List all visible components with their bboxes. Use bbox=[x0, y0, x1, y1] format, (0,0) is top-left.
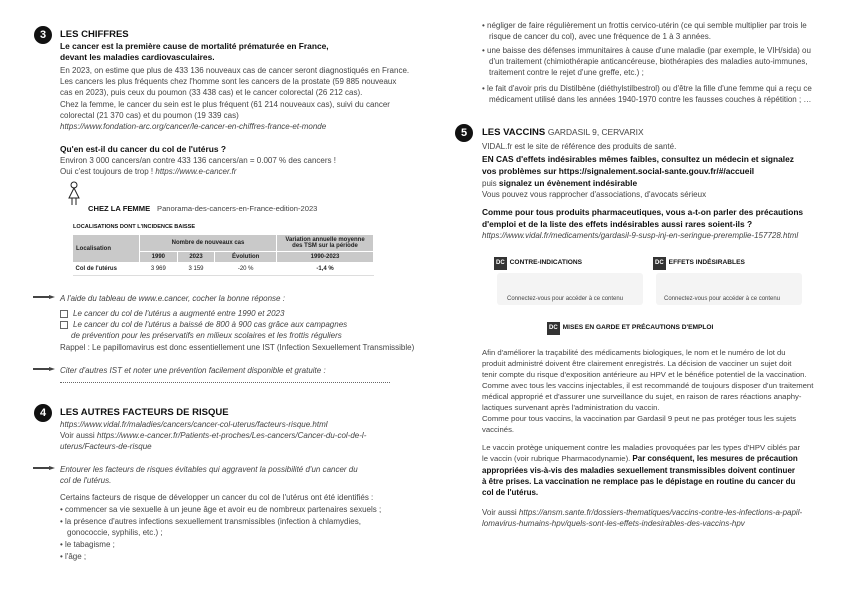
puis-label: puis bbox=[482, 179, 497, 188]
warnings-line: Afin d'améliorer la traçabilité des médicaments biologiques, le nom et le numéro de lot du bbox=[482, 348, 786, 357]
answer-line[interactable] bbox=[60, 382, 390, 383]
risk-item: • la présence d'autres infections sexuellement transmissibles (infection à chlamydies, bbox=[60, 517, 361, 526]
warnings-line: tenir compte du risque d'exposition antérieure au HPV et le bénéfice potentiel de la vaccination. bbox=[482, 370, 807, 379]
section-5-number: 5 bbox=[455, 124, 473, 142]
stats-line-2: Les cancers les plus fréquents chez l'homme sont les cancers de la prostate (59 885 nouveaux bbox=[60, 77, 397, 86]
risk-item-text: la présence d'autres infections sexuellement transmissibles (infection à chlamydies, bbox=[65, 517, 361, 526]
warnings-line: lactiques survenant après l'administration du vaccin. bbox=[482, 403, 660, 412]
exercise-1-instruction: A l'aide du tableau de www.e.cancer, cocher la bonne réponse : bbox=[60, 294, 285, 303]
e-cancer-risk-link[interactable]: https://www.e-cancer.fr/Patients-et-proches/Les-cancers/Cancer-du-col-de-l- bbox=[96, 431, 367, 440]
stats-line-1: En 2023, on estime que plus de 433 136 nouveaux cas de cancer seront diagnostiqués en France. bbox=[60, 66, 410, 75]
contre-indications-label: CONTRE-INDICATIONS bbox=[509, 259, 583, 266]
col-uterus-answer-2 bbox=[60, 167, 236, 178]
risk-item-text: négliger de faire régulièrement un frottis cervico-utérin (ce qui semble multiplier par trois le bbox=[487, 21, 807, 30]
exercise-3-instruction: Entourer les facteurs de risques évitables qui aggravent la possibilité d'un cancer du bbox=[60, 465, 358, 474]
see-also-ansm bbox=[482, 508, 802, 519]
warnings-line: produit administré doivent être clairement enregistrés. La décision de vacciner un sujet doit bbox=[482, 359, 792, 368]
precautions-question-2: d'emploi et de la liste des effets indésirables aussi rares soient-ils ? bbox=[482, 219, 753, 229]
risk-item-cont: d'un traitement (chimiothérapie anticancéreuse, biothérapies des maladies auto-immunes, bbox=[489, 57, 808, 66]
section-3-number: 3 bbox=[34, 26, 52, 44]
warnings-line: vaccinés. bbox=[482, 425, 515, 434]
option-2-checkbox[interactable] bbox=[60, 321, 68, 329]
risk-item: • négliger de faire régulièrement un frottis cervico-utérin (ce qui semble multiplier par trois le bbox=[482, 21, 807, 30]
e-cancer-risk-link-cont[interactable]: uterus/Facteurs-de-risque bbox=[60, 442, 152, 451]
risk-item-text: l'âge ; bbox=[65, 552, 87, 561]
risk-item: • le tabagisme ; bbox=[60, 540, 115, 549]
vidal-risk-link[interactable]: https://www.vidal.fr/maladies/cancers/cancer-col-uterus/facteurs-risque.html bbox=[60, 420, 328, 429]
stats-line-4: Chez la femme, le cancer du sein est le plus fréquent (61 214 nouveaux cas), suivi du cancer bbox=[60, 100, 390, 109]
ansm-link-cont[interactable]: lomavirus-humains-hpv/quels-sont-les-effets-indesirables-des-vaccins-hpv bbox=[482, 519, 745, 528]
section-4-title: LES AUTRES FACTEURS DE RISQUE bbox=[60, 407, 229, 418]
panorama-label: Panorama-des-cancers-en-France-edition-2023 bbox=[157, 204, 318, 213]
connect-prompt[interactable]: Connectez-vous pour accéder à ce contenu bbox=[664, 296, 781, 302]
warnings-line: Le vaccin protège uniquement contre les maladies provoquées par les types d'HPV ciblés par bbox=[482, 443, 801, 452]
risk-item-text: une baisse des défenses immunitaires à cause d'une maladie (par exemple, le VIH/sida) ou bbox=[487, 46, 811, 55]
section-3-subtitle-1: Le cancer est la première cause de mortalité prématurée en France, bbox=[60, 41, 329, 51]
option-1-checkbox[interactable] bbox=[60, 310, 68, 318]
section-5-title-products: GARDASIL 9, CERVARIX bbox=[547, 127, 644, 137]
warnings-line bbox=[482, 454, 798, 465]
cell-2023: 3 159 bbox=[177, 263, 215, 276]
warnings-bold-line: appropriées vis-à-vis des maladies sexuellement transmissibles doivent continuer bbox=[482, 466, 796, 475]
side-effects-warning-1: EN CAS d'effets indésirables mêmes faibles, consultez un médecin et signalez bbox=[482, 154, 794, 164]
section-3-subtitle-2: devant les maladies cardiovasculaires. bbox=[60, 52, 215, 62]
pencil-arrow-icon bbox=[33, 295, 55, 299]
warnings-bold-line: col de l'utérus. bbox=[482, 488, 539, 497]
warnings-bold: Par conséquent, les mesures de précaution bbox=[632, 454, 798, 463]
cell-1990: 3 969 bbox=[140, 263, 178, 276]
vidal-gardasil-link[interactable]: https://www.vidal.fr/medicaments/gardasil-9-susp-inj-en-seringue-preremplie-157728.html bbox=[482, 231, 799, 240]
risk-item: • commencer sa vie sexuelle à un jeune âge et avoir eu de nombreux partenaires sexuels ; bbox=[60, 505, 382, 514]
risk-item-cont: traitement contre le rejet d'une greffe, etc.) ; bbox=[489, 68, 644, 77]
col-uterus-answer-1: Environ 3 000 cancers/an contre 433 136 cancers/an = 0.007 % des cancers ! bbox=[60, 156, 336, 165]
risk-item: • une baisse des défenses immunitaires à cause d'une maladie (par exemple, le VIH/sida) ou bbox=[482, 46, 811, 55]
section-5-title bbox=[482, 127, 644, 138]
cell-evolution: -20 % bbox=[215, 263, 277, 276]
effets-indesirables-header[interactable] bbox=[653, 257, 745, 270]
dc-badge: DC bbox=[547, 322, 560, 335]
e-cancer-link[interactable]: https://www.e-cancer.fr bbox=[155, 167, 237, 176]
risk-item-text: commencer sa vie sexuelle à un jeune âge et avoir eu de nombreux partenaires sexuels ; bbox=[65, 505, 382, 514]
signal-event-label: signalez un évènement indésirable bbox=[498, 178, 638, 188]
stats-line-3: cas en 2023), puis ceux du poumon (33 438 cas) et le cancer colorectal (26 212 cas). bbox=[60, 88, 363, 97]
cell-variation: -1,4 % bbox=[277, 263, 374, 276]
col-uterus-answer-2-text: Oui c'est toujours de trop ! bbox=[60, 167, 154, 176]
connect-prompt[interactable]: Connectez-vous pour accéder à ce contenu bbox=[507, 296, 624, 302]
th-nb-cas: Nombre de nouveaux cas bbox=[140, 235, 277, 252]
effets-indesirables-label: EFFETS INDÉSIRABLES bbox=[668, 259, 745, 266]
fondation-arc-link[interactable]: https://www.fondation-arc.org/cancer/le-cancer-en-chiffres-france-et-monde bbox=[60, 122, 327, 131]
rappel-text: Rappel : Le papillomavirus est donc essentiellement une IST (Infection Sexuellement Transmissible) bbox=[60, 343, 415, 352]
contre-indications-header[interactable] bbox=[494, 257, 582, 270]
exercise-3-instruction-cont: col de l'utérus. bbox=[60, 476, 112, 485]
see-also-label: Voir aussi bbox=[60, 431, 95, 440]
warnings-bold-line: à être prises. La vaccination ne remplace pas le dépistage en routine du cancer du bbox=[482, 477, 796, 486]
risk-item: • le fait d'avoir pris du Distilbène (diéthylstilbestrol) ou d'être la fille d'une femme qui a reçu ce bbox=[482, 84, 812, 93]
pencil-arrow-icon bbox=[33, 466, 55, 470]
warnings-line: Comme pour tous vaccins, la vaccination par Gardasil 9 peut ne pas protéger tous les sujets bbox=[482, 414, 797, 423]
option-1 bbox=[60, 309, 284, 320]
table-row bbox=[73, 263, 374, 276]
pencil-arrow-icon bbox=[33, 367, 55, 371]
th-evolution: Évolution bbox=[215, 252, 277, 263]
section-4-number: 4 bbox=[34, 404, 52, 422]
th-1990-2023: 1990-2023 bbox=[277, 252, 374, 263]
risk-item-text: le tabagisme ; bbox=[65, 540, 115, 549]
dc-badge: DC bbox=[653, 257, 666, 270]
option-2-label: Le cancer du col de l'utérus a baissé de 800 à 900 cas grâce aux campagnes bbox=[73, 320, 348, 329]
col-uterus-question: Qu'en est-il du cancer du col de l'utérus ? bbox=[60, 144, 226, 154]
th-localisation: Localisation bbox=[73, 235, 140, 263]
stats-line-5: colorectal (21 370 cas) et du poumon (19 339 cas) bbox=[60, 111, 239, 120]
th-2023: 2023 bbox=[177, 252, 215, 263]
th-1990: 1990 bbox=[140, 252, 178, 263]
section-3-title: LES CHIFFRES bbox=[60, 29, 129, 40]
risk-intro: Certains facteurs de risque de développer un cancer du col de l'utérus ont été identifiés : bbox=[60, 493, 374, 502]
mises-en-garde-header[interactable] bbox=[547, 322, 713, 335]
female-icon bbox=[68, 181, 80, 207]
chez-la-femme-label: CHEZ LA FEMME bbox=[88, 204, 151, 213]
incidence-table bbox=[72, 234, 374, 276]
table-title: LOCALISATIONS DONT L'INCIDENCE BAISSE bbox=[73, 224, 196, 230]
side-effects-warning-2[interactable]: vos problèmes sur https://signalement.social-sante.gouv.fr/#/accueil bbox=[482, 166, 755, 176]
option-1-label: Le cancer du col de l'utérus a augmenté entre 1990 et 2023 bbox=[73, 309, 285, 318]
risk-item-cont: médicament utilisé dans les années 1940-1970 contre les fausses couches à répétition ; … bbox=[489, 95, 812, 104]
see-also-label: Voir aussi bbox=[482, 508, 517, 517]
option-2 bbox=[60, 320, 347, 331]
risk-item-cont: risque de cancer du col), avec une fréquence de 1 à 3 années. bbox=[489, 32, 711, 41]
ansm-link[interactable]: https://ansm.sante.fr/dossiers-thematiques/vaccins-contre-les-infections-a-papil- bbox=[518, 508, 803, 517]
exercise-2-instruction: Citer d'autres IST et noter une prévention facilement disponible et gratuite : bbox=[60, 366, 326, 375]
associations-line: Vous pouvez vous rapprocher d'associations, d'avocats sérieux bbox=[482, 190, 707, 199]
risk-item-text: le fait d'avoir pris du Distilbène (diéthylstilbestrol) ou d'être la fille d'une femme qui a reçu ce bbox=[487, 84, 812, 93]
th-variation: Variation annuelle moyenne des TSM sur la période bbox=[277, 235, 374, 252]
warnings-line: médical approprié et d'assurer une surveillance du sujet, en raison de rares réactions anaphy- bbox=[482, 392, 802, 401]
mises-en-garde-label: MISES EN GARDE ET PRÉCAUTIONS D'EMPLOI bbox=[562, 324, 714, 331]
precautions-question-1: Comme pour tous produits pharmaceutiques, vous a-t-on parler des précautions bbox=[482, 207, 804, 217]
risk-item: • l'âge ; bbox=[60, 552, 87, 561]
see-also-line bbox=[60, 431, 366, 442]
section-5-title-text: LES VACCINS bbox=[482, 127, 546, 138]
warnings-line: Comme avec tous les vaccins injectables, il est recommandé de toujours disposer d'un traitement bbox=[482, 381, 814, 390]
risk-item-cont: gonococcie, syphilis, etc.) ; bbox=[67, 528, 163, 537]
warnings-text: le vaccin (voir rubrique Pharmacodynamie). bbox=[482, 454, 631, 463]
cell-localisation: Col de l'utérus bbox=[73, 263, 140, 276]
vidal-intro: VIDAL.fr est le site de référence des produits de santé. bbox=[482, 142, 677, 151]
side-effects-warning-3 bbox=[482, 178, 637, 190]
dc-badge: DC bbox=[494, 257, 507, 270]
option-2-continued: de prévention pour les préservatifs en milieux scolaires et les frottis réguliers bbox=[71, 331, 342, 340]
